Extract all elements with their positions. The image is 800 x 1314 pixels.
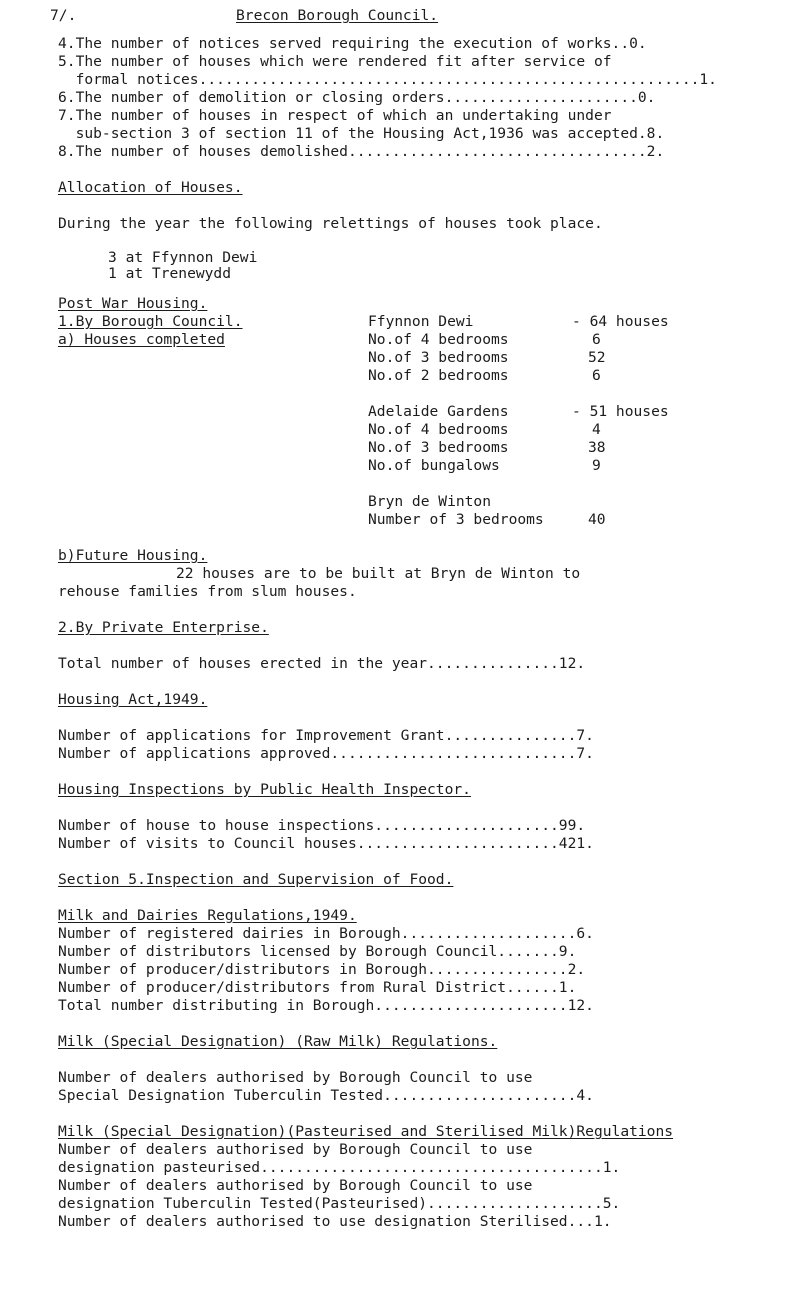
notice-line: 6.The number of demolition or closing orders......................0. (58, 89, 656, 106)
allocation-heading: Allocation of Houses. (58, 179, 243, 196)
estate-label: No.of 4 bedrooms (368, 331, 509, 348)
notice-line: formal notices.........................................................1. (58, 71, 717, 88)
pasteurised-milk-heading: Milk (Special Designation)(Pasteurised and Sterilised Milk)Regulations (58, 1123, 674, 1140)
estate-value: 6 (592, 367, 601, 384)
notice-line: sub-section 3 of section 11 of the Housing Act,1936 was accepted.8. (58, 125, 665, 142)
future-housing-text: rehouse families from slum houses. (58, 583, 357, 600)
pasteurised-milk-line: Number of dealers authorised by Borough Council to use (58, 1177, 533, 1194)
post-war-heading: Post War Housing. (58, 295, 208, 312)
future-housing-text: 22 houses are to be built at Bryn de Winton to (176, 565, 581, 582)
estate-label: No.of 4 bedrooms (368, 421, 509, 438)
milk-dairies-line: Number of registered dairies in Borough....................6. (58, 925, 594, 942)
houses-completed-label: a) Houses completed (58, 331, 225, 348)
estate-label: No.of 3 bedrooms (368, 439, 509, 456)
allocation-line: 1 at Trenewydd (108, 265, 232, 282)
future-housing-heading: b)Future Housing. (58, 547, 208, 564)
pasteurised-milk-line: Number of dealers authorised by Borough Council to use (58, 1141, 533, 1158)
estate-label: Ffynnon Dewi (368, 313, 474, 330)
estate-label: No.of 3 bedrooms (368, 349, 509, 366)
pasteurised-milk-line: Number of dealers authorised to use designation Sterilised...1. (58, 1213, 612, 1230)
estate-value: 4 (592, 421, 601, 438)
raw-milk-line: Number of dealers authorised by Borough Council to use (58, 1069, 533, 1086)
milk-dairies-line: Number of distributors licensed by Borough Council.......9. (58, 943, 577, 960)
notice-line: 7.The number of houses in respect of which an undertaking under (58, 107, 612, 124)
estate-label: Bryn de Winton (368, 493, 492, 510)
inspections-heading: Housing Inspections by Public Health Inspector. (58, 781, 471, 798)
milk-dairies-line: Number of producer/distributors from Rural District......1. (58, 979, 577, 996)
borough-council-subheading: 1.By Borough Council. (58, 313, 243, 330)
housing-act-line: Number of applications for Improvement Grant...............7. (58, 727, 594, 744)
pasteurised-milk-line: designation pasteurised.......................................1. (58, 1159, 621, 1176)
milk-dairies-line: Number of producer/distributors in Borough................2. (58, 961, 586, 978)
allocation-intro: During the year the following relettings of houses took place. (58, 215, 603, 232)
estate-value: 40 (588, 511, 606, 528)
estate-label: Adelaide Gardens (368, 403, 509, 420)
pasteurised-milk-line: designation Tuberculin Tested(Pasteurised)....................5. (58, 1195, 621, 1212)
inspections-line: Number of visits to Council houses.......................421. (58, 835, 594, 852)
notice-line: 8.The number of houses demolished..................................2. (58, 143, 665, 160)
raw-milk-heading: Milk (Special Designation) (Raw Milk) Regulations. (58, 1033, 498, 1050)
estate-value: 52 (588, 349, 606, 366)
inspections-line: Number of house to house inspections.....................99. (58, 817, 586, 834)
notice-line: 5.The number of houses which were rendered fit after service of (58, 53, 612, 70)
estate-value: - 64 houses (572, 313, 669, 330)
section5-heading: Section 5.Inspection and Supervision of Food. (58, 871, 454, 888)
private-total: Total number of houses erected in the year...............12. (58, 655, 586, 672)
estate-value: 38 (588, 439, 606, 456)
estate-value: 6 (592, 331, 601, 348)
raw-milk-line: Special Designation Tuberculin Tested......................4. (58, 1087, 594, 1104)
estate-value: - 51 houses (572, 403, 669, 420)
estate-label: No.of bungalows (368, 457, 500, 474)
estate-label: No.of 2 bedrooms (368, 367, 509, 384)
milk-dairies-heading: Milk and Dairies Regulations,1949. (58, 907, 357, 924)
notice-line: 4.The number of notices served requiring the execution of works..0. (58, 35, 647, 52)
allocation-line: 3 at Ffynnon Dewi (108, 249, 258, 266)
page-number: 7/. (50, 7, 77, 24)
estate-label: Number of 3 bedrooms (368, 511, 544, 528)
council-title: Brecon Borough Council. (236, 7, 439, 24)
private-enterprise-heading: 2.By Private Enterprise. (58, 619, 269, 636)
housing-act-line: Number of applications approved............................7. (58, 745, 594, 762)
estate-value: 9 (592, 457, 601, 474)
housing-act-heading: Housing Act,1949. (58, 691, 208, 708)
milk-dairies-line: Total number distributing in Borough......................12. (58, 997, 594, 1014)
